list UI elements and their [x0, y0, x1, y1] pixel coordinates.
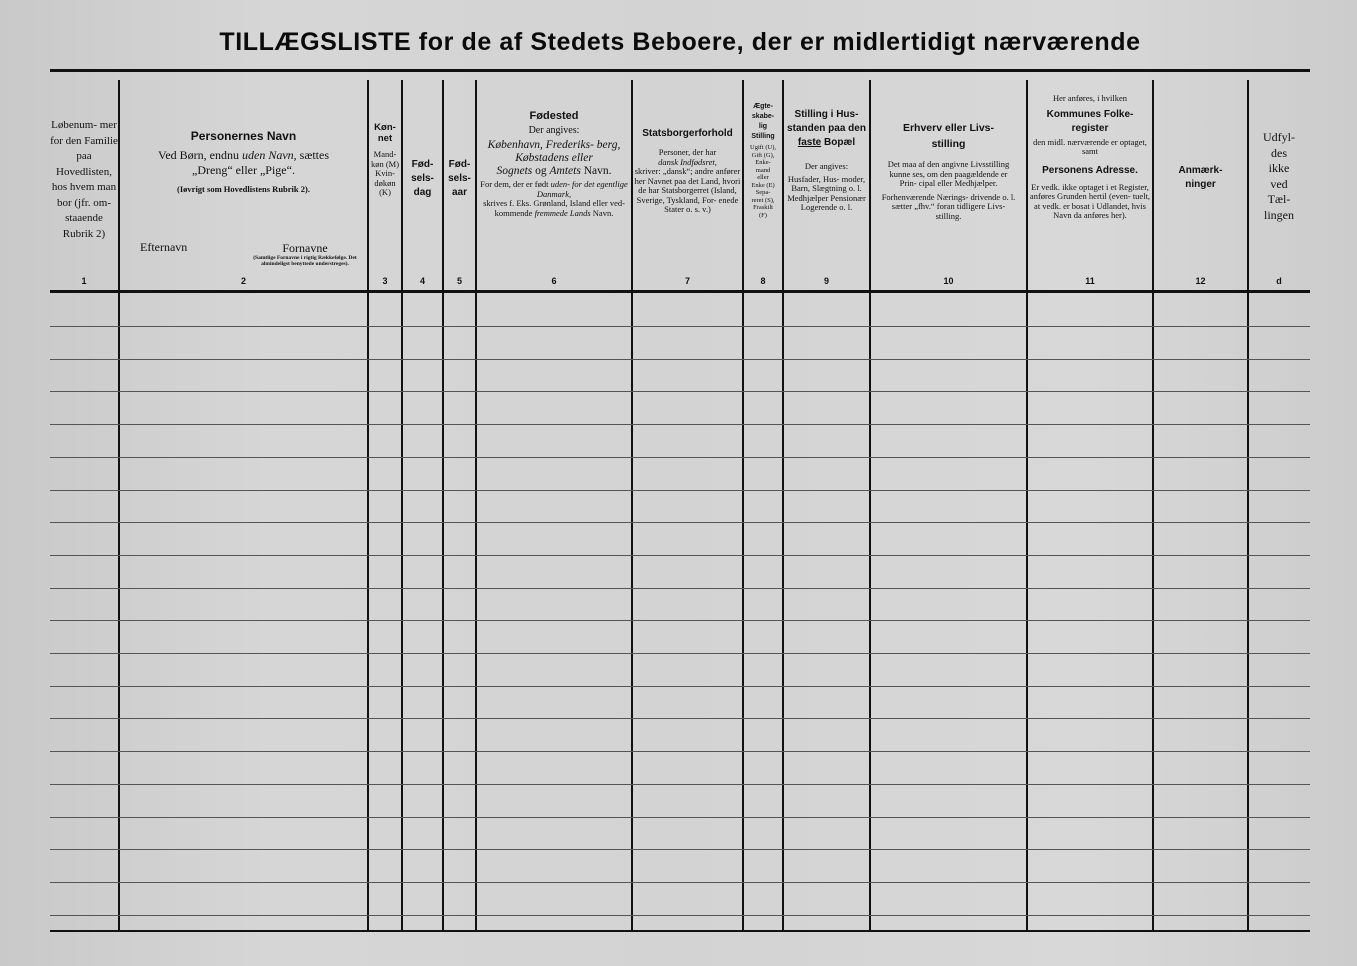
- header-col-8-text: Ugift (U), Gift (G), Enke- mand eller Enke (E) Sepa- reret (S), Fraskilt (F): [750, 144, 776, 219]
- header-col-5: [444, 84, 475, 274]
- header-col-12: [1154, 84, 1247, 274]
- column-number: 7: [684, 276, 690, 286]
- header-col-11-line1: Her anføres, i hvilken: [1052, 93, 1128, 103]
- col6-line4-part: For dem, der er født: [480, 179, 551, 189]
- col6-navn: Navn.: [580, 165, 612, 177]
- header-col-6-line4: [477, 180, 631, 199]
- column-number: 6: [551, 276, 557, 286]
- header-bottom-rule: [50, 290, 1310, 293]
- header-col-10-heading: Erhverv eller Livs- stilling: [902, 122, 995, 150]
- header-col-10-line2: Forhenværende Nærings- drivende o. l. sætter „fhv.“ foran tidligere Livs- stilling.: [881, 191, 1016, 221]
- efternavn-label: Efternavn: [140, 242, 188, 254]
- col6-og: og: [532, 165, 550, 177]
- header-col-7-line2: dansk Indfødsret,: [658, 156, 717, 167]
- header-col-1-text: Løbenum- mer for den Familie paa Hovedlisten, hos hvem man bor (jfr. om- staaende Rubrik 2): [50, 119, 118, 240]
- header-col-10: [871, 84, 1026, 274]
- col9-heading-part: Stilling i Hus- standen paa den: [787, 109, 866, 134]
- table-row: [50, 751, 1310, 752]
- col6-line4-italic: uden- for det egentlige Danmark,: [536, 179, 628, 199]
- fornavne-label: Fornavne: [282, 242, 328, 255]
- column-number: 1: [81, 276, 87, 286]
- col9-heading-part: Bopæl: [821, 137, 856, 148]
- col6-sognets: Sognets: [496, 165, 533, 177]
- table-row: [50, 424, 1310, 425]
- header-col-7-heading: Statsborgerforhold: [642, 128, 733, 139]
- column-number: 10: [943, 276, 954, 286]
- col6-line5-italic: fremmede Lands: [532, 207, 591, 218]
- header-col-8: [744, 84, 782, 274]
- header-col-6-line3: [477, 165, 631, 178]
- header-col-6-line2: København, Frederiks- berg, Købstadens eller: [487, 139, 621, 164]
- header-col-6: [477, 84, 631, 274]
- table-row: [50, 522, 1310, 523]
- table-row: [50, 686, 1310, 687]
- table-row: [50, 784, 1310, 785]
- column-number: 3: [382, 276, 388, 286]
- header-col-2-heading: Personernes Navn: [190, 129, 297, 143]
- col2-line1-part: Ved Børn, endnu: [158, 148, 242, 162]
- table-row: [50, 718, 1310, 719]
- header-col-12-heading: Anmærk- ninger: [1178, 165, 1223, 190]
- header-col-9: [784, 84, 869, 274]
- header-col-11-line3: Er vedk. ikke optaget i et Register, anføres Grunden hertil (even- tuelt, at vedk. er bosat i Udlandet, hvis Navn da anføres her).: [1029, 181, 1151, 220]
- table-row: [50, 588, 1310, 589]
- top-rule: [50, 69, 1310, 72]
- header-col-7-line1: Personer, der har: [658, 147, 717, 157]
- column-number: 8: [760, 276, 766, 286]
- table-row: [50, 457, 1310, 458]
- header-col-11-heading2: Personens Adresse.: [1042, 164, 1138, 176]
- header-col-6-heading: Fødested: [529, 110, 579, 122]
- table-row: [50, 849, 1310, 850]
- header-col-9-line2: Husfader, Hus- moder, Barn, Slægtning o. l. Medhjælper Pensionær Logerende o. l.: [787, 173, 866, 212]
- column-number: 12: [1195, 276, 1206, 286]
- table-row: [50, 490, 1310, 491]
- table-row: [50, 555, 1310, 556]
- col6-line5-part: skrives f. Eks. Grønland, Island eller ved- kommende: [483, 198, 625, 218]
- header-col-3: [369, 84, 401, 274]
- column-number: d: [1276, 276, 1282, 286]
- column-number: 2: [240, 276, 246, 286]
- column-number: 5: [456, 276, 462, 286]
- header-col-7: [633, 84, 742, 274]
- header-col-8-heading: Ægte- skabe- lig Stilling: [751, 103, 775, 140]
- col6-amtets: Amtets: [549, 165, 581, 177]
- column-number: 4: [419, 276, 425, 286]
- header-col-4-heading: Fød- sels- dag: [411, 159, 434, 198]
- header-col-11: [1028, 84, 1152, 274]
- header-col-5-heading: Fød- sels- aar: [448, 159, 471, 198]
- header-col-3-heading: Køn- net: [374, 122, 396, 144]
- table-row: [50, 391, 1310, 392]
- table-row: [50, 620, 1310, 621]
- header-col-11-line2: den midl. nærværende er optaget, samt: [1033, 136, 1147, 156]
- col9-heading-faste: faste: [797, 137, 822, 148]
- table-row: [50, 359, 1310, 360]
- header-col-2-line1: [121, 148, 366, 163]
- table-row: [50, 817, 1310, 818]
- col2-line1-italic: uden Navn: [242, 148, 294, 162]
- col2-line1-part: , sættes: [293, 148, 329, 162]
- header-col-2-line2: „Dreng“ eller „Pige“.: [192, 163, 295, 177]
- column-number: 9: [823, 276, 829, 286]
- header-col-2-sub-right: [245, 242, 365, 276]
- header-col-3-text: Mand- køn (M) Kvin- døkøn (K): [370, 149, 400, 197]
- header-col-13: [1249, 130, 1309, 320]
- column-divider: [118, 80, 120, 932]
- table-row: [50, 915, 1310, 916]
- header-col-2-sub-left: [124, 242, 214, 262]
- header-col-2-note: (Iøvrigt som Hovedlistens Rubrik 2).: [177, 184, 310, 194]
- header-col-10-line1: Det maa af den angivne Livsstilling kunne ses, om den paagældende er Prin- cipal eller Medhjælper.: [887, 159, 1010, 188]
- table-row: [50, 882, 1310, 883]
- form-title: TILLÆGSLISTE for de af Stedets Beboere, der er midlertidigt nærværende: [219, 28, 1141, 56]
- header-col-9-line1: Der angives:: [804, 161, 849, 171]
- header-col-9-heading: [784, 108, 869, 150]
- header-col-6-line1: Der angives:: [528, 125, 580, 136]
- header-col-11-heading1: Kommunes Folke- register: [1046, 108, 1134, 134]
- bottom-rule: [50, 930, 1310, 932]
- table-row: [50, 653, 1310, 654]
- table-row: [50, 326, 1310, 327]
- header-col-6-line5: [477, 199, 631, 218]
- col6-line5-end: Navn.: [590, 207, 614, 218]
- header-col-7-line3: skriver: „dansk“; andre anfører her Navnet paa det Land, hvori de har Statsborgerret (Island, Sverige, Tyskland, For- enede Stater o. s. v.): [634, 166, 741, 214]
- header-col-4: [403, 84, 442, 274]
- header-col-13-text: Udfyl- des ikke ved Tæl- lingen: [1263, 130, 1295, 222]
- column-number: 11: [1085, 276, 1095, 286]
- fornavne-note: (Samtlige Fornavne i rigtig Rækkefølge. Det almindeligst benyttede understreges).: [253, 255, 357, 267]
